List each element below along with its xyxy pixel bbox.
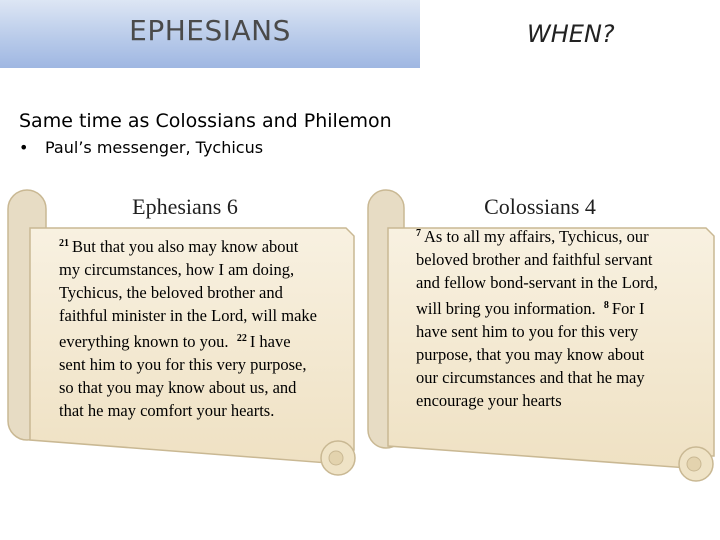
scroll-left: [0, 188, 360, 483]
verse-text: For I have sent him to you for this very purpose, that you may know about our circumstances and that he may encourage your hearts: [416, 299, 645, 410]
scroll-right: [362, 188, 720, 488]
bullet-text: Paul’s messenger, Tychicus: [45, 138, 264, 157]
bullet-marker: •: [19, 138, 29, 157]
verse-number: 22: [236, 333, 247, 344]
scroll-right-heading: Colossians 4: [484, 194, 596, 219]
scroll-left-heading: Ephesians 6: [132, 194, 238, 219]
verse-text: I have sent him to you for this very purpose, so that you may know about us, and that he may comfort your hearts.: [59, 332, 307, 420]
scroll-left-text: [59, 232, 319, 422]
when-heading: WHEN?: [527, 20, 615, 48]
verse-text: As to all my affairs, Tychicus, our beloved brother and faithful servant and fellow bond-servant in the Lord, will bring you information.: [416, 227, 658, 318]
verse-number: 8: [603, 300, 609, 311]
verse-text: But that you also may know about my circumstances, how I am doing, Tychicus, the beloved brother and faithful minister in the Lord, will make everything known to you.: [59, 237, 317, 351]
verse-number: 21: [59, 238, 69, 249]
verse-number: 7: [416, 228, 421, 239]
scroll-right-text: [416, 222, 668, 412]
subtitle: Same time as Colossians and Philemon: [19, 110, 392, 132]
page-title: EPHESIANS: [129, 14, 291, 47]
bullet-item: [19, 138, 263, 157]
